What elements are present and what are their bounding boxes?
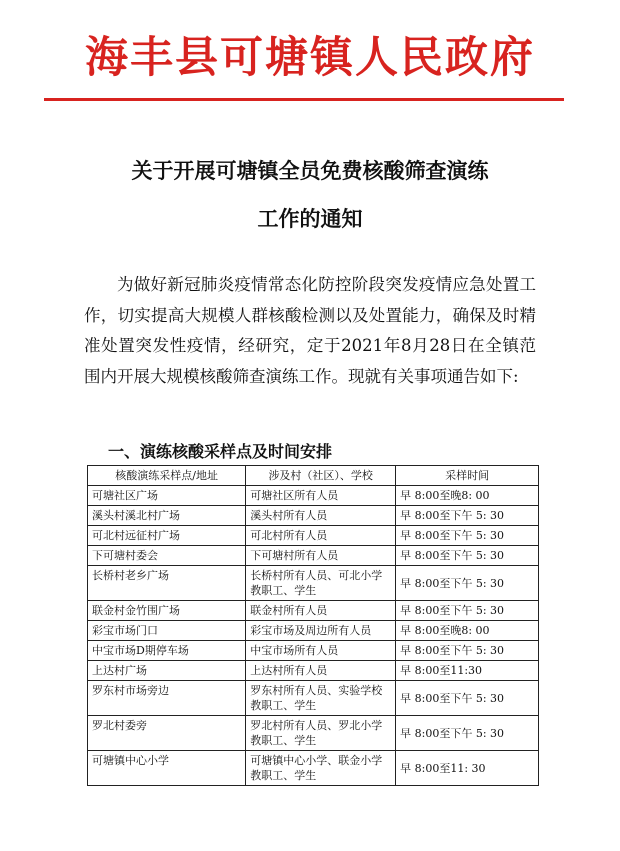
column-header-site: 核酸演练采样点/地址 — [88, 466, 246, 486]
cell-site: 可塘社区广场 — [88, 486, 246, 506]
cell-villages: 溪头村所有人员 — [246, 506, 396, 526]
column-header-time: 采样时间 — [396, 466, 539, 486]
cell-site: 罗东村市场旁边 — [88, 681, 246, 716]
cell-villages: 可塘社区所有人员 — [246, 486, 396, 506]
table-header-row — [88, 466, 539, 486]
section-heading: 一、演练核酸采样点及时间安排 — [108, 442, 333, 461]
cell-site: 溪头村溪北村广场 — [88, 506, 246, 526]
sampling-schedule-table — [87, 465, 539, 786]
cell-site: 罗北村委旁 — [88, 716, 246, 751]
cell-time: 早 8:00至下午 5: 30 — [396, 681, 539, 716]
notice-title-line-2: 工作的通知 — [257, 207, 363, 231]
table-row — [88, 486, 539, 506]
cell-time: 早 8:00至晚8: 00 — [396, 621, 539, 641]
table-row — [88, 681, 539, 716]
cell-time: 早 8:00至下午 5: 30 — [396, 601, 539, 621]
cell-time: 早 8:00至下午 5: 30 — [396, 641, 539, 661]
cell-time: 早 8:00至下午 5: 30 — [396, 546, 539, 566]
column-header-villages: 涉及村（社区）、学校 — [246, 466, 396, 486]
cell-time: 早 8:00至11:30 — [396, 661, 539, 681]
table-row — [88, 506, 539, 526]
body-paragraph: 为做好新冠肺炎疫情常态化防控阶段突发疫情应急处置工作，切实提高大规模人群核酸检测以及处置能力，确保及时精准处置突发性疫情，经研究，定于2021年8月28日在全镇范围内开展大规模核酸筛查演练工作。现就有关事项通告如下: — [84, 275, 536, 386]
table-row — [88, 601, 539, 621]
table-row — [88, 566, 539, 601]
cell-villages: 长桥村所有人员、可北小学教职工、学生 — [246, 566, 396, 601]
cell-site: 可北村远征村广场 — [88, 526, 246, 546]
table-row — [88, 716, 539, 751]
table-row — [88, 621, 539, 641]
cell-site: 下可塘村委会 — [88, 546, 246, 566]
cell-villages: 可塘镇中心小学、联金小学教职工、学生 — [246, 751, 396, 786]
masthead-title: 海丰县可塘镇人民政府 — [85, 33, 535, 83]
cell-time: 早 8:00至晚8: 00 — [396, 486, 539, 506]
cell-villages: 上达村所有人员 — [246, 661, 396, 681]
cell-site: 彩宝市场门口 — [88, 621, 246, 641]
notice-title-line-1: 关于开展可塘镇全员免费核酸筛查演练 — [131, 159, 489, 183]
table-row — [88, 546, 539, 566]
cell-site: 上达村广场 — [88, 661, 246, 681]
cell-villages: 下可塘村所有人员 — [246, 546, 396, 566]
cell-villages: 可北村所有人员 — [246, 526, 396, 546]
table-row — [88, 661, 539, 681]
cell-time: 早 8:00至下午 5: 30 — [396, 566, 539, 601]
cell-site: 中宝市场D期停车场 — [88, 641, 246, 661]
masthead-divider — [44, 98, 564, 101]
cell-time: 早 8:00至11: 30 — [396, 751, 539, 786]
cell-site: 可塘镇中心小学 — [88, 751, 246, 786]
cell-villages: 彩宝市场及周边所有人员 — [246, 621, 396, 641]
cell-villages: 联金村所有人员 — [246, 601, 396, 621]
cell-time: 早 8:00至下午 5: 30 — [396, 526, 539, 546]
cell-villages: 罗北村所有人员、罗北小学教职工、学生 — [246, 716, 396, 751]
table-row — [88, 751, 539, 786]
cell-villages: 中宝市场所有人员 — [246, 641, 396, 661]
cell-time: 早 8:00至下午 5: 30 — [396, 716, 539, 751]
table-row — [88, 641, 539, 661]
cell-villages: 罗东村所有人员、实验学校教职工、学生 — [246, 681, 396, 716]
cell-site: 联金村金竹围广场 — [88, 601, 246, 621]
cell-time: 早 8:00至下午 5: 30 — [396, 506, 539, 526]
cell-site: 长桥村老乡广场 — [88, 566, 246, 601]
table-row — [88, 526, 539, 546]
